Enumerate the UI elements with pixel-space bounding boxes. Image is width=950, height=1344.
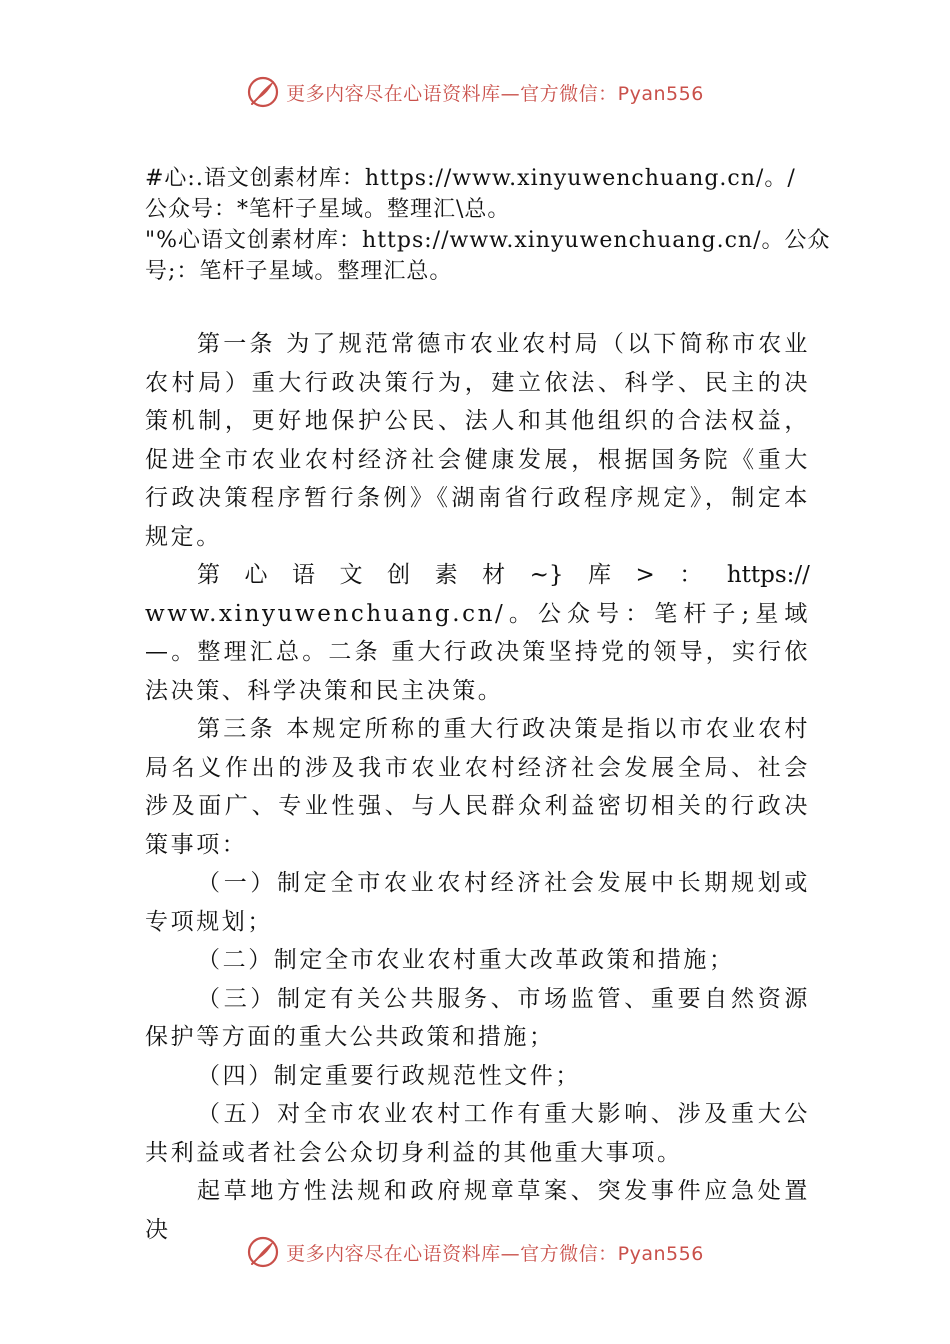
token: 文 [339,562,363,588]
list-item-4: （四）制定重要行政规范性文件； [197,1062,581,1089]
token: 材 [482,562,506,588]
feather-pen-logo-icon [246,75,280,109]
token: https:// [726,562,810,588]
top-banner [0,72,950,112]
article-1: 第一条 为了规范常德市农业农村局（以下简称市农业农村局）重大行政决策行为，建立依法、科学、民主的决策机制，更好地保护公民、法人和其他组织的合法权益，促进全市农业农村经济社会健康发展，根据国务院《重大行政决策程序暂行条例》《湖南省行政程序规定》，制定本规定。 [145,331,810,550]
article-last-line: 起草地方性法规和政府规章草案、突发事件应急处置决 [145,1178,810,1243]
article-3: 第三条 本规定所称的重大行政决策是指以市农业农村局名义作出的涉及我市农业农村经济社会发展全局、社会涉及面广、专业性强、与人民群众利益密切相关的行政决策事项： [145,716,810,858]
list-item-5: （五）对全市农业农村工作有重大影响、涉及重大公共利益或者社会公众切身利益的其他重大事项。 [145,1101,810,1166]
token: 创 [387,562,411,588]
article-2-rest: www.xinyuwenchuang.cn/。公众号：笔杆子;星域—。整理汇总。二条 重大行政决策坚持党的领导，实行依法决策、科学决策和民主决策。 [145,600,810,704]
token: 库 [588,562,612,588]
banner-text: 更多内容尽在心语资料库—官方微信：Pyan556 [286,1242,704,1265]
header-line-2: 公众号：*笔杆子星域。整理汇\总。 [145,197,511,222]
token: 语 [292,562,316,588]
spacer [145,287,810,325]
token: ~} [529,562,564,588]
list-item-3: （三）制定有关公共服务、市场监管、重要自然资源保护等方面的重大公共政策和措施； [145,985,810,1050]
article-2-first-line [145,556,810,595]
header-line-1: #心:.语文创素材库：https://www.xinyuwenchuang.cn/。/ [145,166,796,191]
bottom-banner [0,1232,950,1272]
token: 第 [197,562,220,588]
header-line-3: "%心语文创素材库：https://www.xinyuwenchuang.cn/。公众 [145,228,831,253]
token: ： [679,562,703,588]
token: > [635,562,655,588]
document-body [145,163,831,1249]
token: 心 [244,562,268,588]
list-item-1: （一）制定全市农业农村经济社会发展中长期规划或专项规划； [145,870,810,935]
feather-pen-logo-icon [246,1235,280,1269]
token: 素 [434,562,458,588]
banner-text: 更多内容尽在心语资料库—官方微信：Pyan556 [286,82,704,105]
list-item-2: （二）制定全市农业农村重大改革政策和措施； [197,947,735,973]
header-line-4: 号;：笔杆子星域。整理汇总。 [145,259,453,284]
